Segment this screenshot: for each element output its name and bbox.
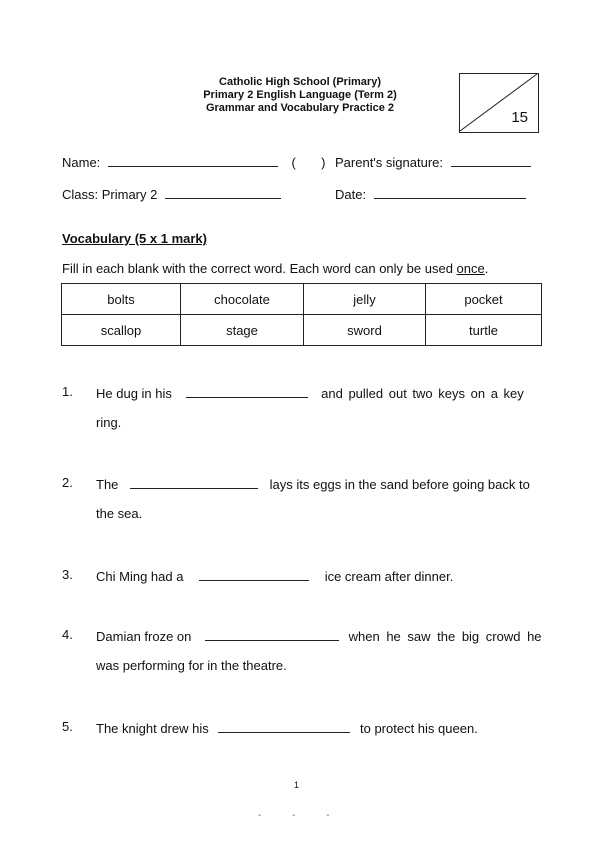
question-text-before: Chi Ming had a (96, 569, 184, 584)
date-field-row (335, 185, 526, 202)
question-text-after: and pulled out two keys on a key (321, 386, 524, 401)
section-title: Vocabulary (5 x 1 mark) (62, 231, 207, 246)
school-name: Catholic High School (Primary) (219, 76, 381, 88)
class-blank[interactable] (165, 185, 281, 199)
name-label: Name: (62, 155, 101, 170)
word-bank-cell: sword (304, 315, 426, 346)
word-bank-cell: chocolate (181, 284, 304, 315)
parent-signature-label: Parent's signature: (335, 155, 443, 170)
answer-blank[interactable] (186, 384, 308, 398)
instruction-text: Fill in each blank with the correct word. Each word can only be used (62, 261, 457, 276)
question-text-before: The knight drew his (96, 721, 209, 736)
date-label: Date: (335, 187, 367, 202)
question-text-before: The (96, 477, 119, 492)
question-line (96, 627, 542, 644)
word-bank-cell: bolts (62, 284, 181, 315)
class-number-bracket-close: ) (321, 155, 326, 170)
page-number: 1 (294, 780, 300, 790)
word-bank-cell: stage (181, 315, 304, 346)
question-line (96, 719, 478, 736)
score-total: 15 (511, 109, 528, 126)
footer-marks: - - - (258, 810, 344, 821)
word-bank-cell: scallop (62, 315, 181, 346)
word-bank-table (61, 283, 542, 346)
question-number: 4. (62, 627, 73, 642)
word-bank-cell: pocket (426, 284, 542, 315)
answer-blank[interactable] (218, 719, 350, 733)
name-field-row (62, 153, 325, 170)
instruction-emphasis: once (456, 261, 485, 276)
question-number: 3. (62, 567, 73, 582)
question-line (96, 475, 530, 492)
answer-blank[interactable] (130, 475, 258, 489)
word-bank-row (62, 284, 542, 315)
class-label: Class: Primary 2 (62, 187, 158, 202)
question-continuation: was performing for in the theatre. (96, 658, 287, 673)
question-text-before: Damian froze on (96, 629, 192, 644)
date-blank[interactable] (374, 185, 526, 199)
instruction (62, 261, 488, 276)
question-continuation: ring. (96, 415, 122, 430)
question-line (96, 384, 524, 401)
class-number-bracket-open: ( (291, 155, 296, 170)
class-field-row (62, 185, 281, 202)
question-text-after: when he saw the big crowd he (348, 629, 542, 644)
name-blank[interactable] (108, 153, 278, 167)
parent-signature-blank[interactable] (451, 153, 531, 167)
question-text-after: to protect his queen. (359, 721, 478, 736)
score-box (459, 73, 539, 133)
answer-blank[interactable] (205, 627, 339, 641)
worksheet-title: Grammar and Vocabulary Practice 2 (205, 102, 395, 114)
question-text-after: ice cream after dinner. (324, 569, 454, 584)
word-bank-row (62, 315, 542, 346)
question-text-before: He dug in his (96, 386, 172, 401)
answer-blank[interactable] (199, 567, 309, 581)
worksheet-header (180, 76, 420, 115)
question-line (96, 567, 453, 584)
question-number: 1. (62, 384, 73, 399)
parent-signature-row (335, 153, 531, 170)
question-number: 5. (62, 719, 73, 734)
word-bank-cell: jelly (304, 284, 426, 315)
question-number: 2. (62, 475, 73, 490)
question-continuation: the sea. (96, 506, 143, 521)
subject-line: Primary 2 English Language (Term 2) (203, 89, 397, 101)
question-text-after: lays its eggs in the sand before going back to (269, 477, 530, 492)
instruction-end: . (484, 261, 489, 276)
word-bank-cell: turtle (426, 315, 542, 346)
